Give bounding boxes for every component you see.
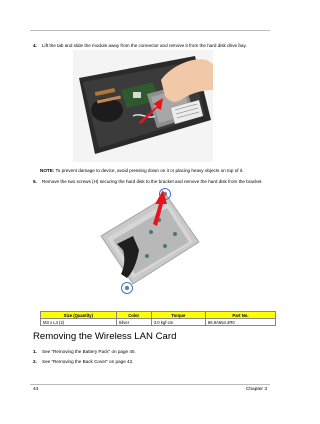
column-header-part-no: Part No. bbox=[205, 312, 275, 319]
step-text: See “Removing the Battery Pack” on page 40. bbox=[42, 349, 136, 354]
laptop-hdd-removal-photo bbox=[73, 50, 213, 162]
screw-torque-table bbox=[40, 311, 276, 326]
chapter-label: Chapter 3 bbox=[245, 387, 267, 392]
section-heading: Removing the Wireless LAN Card bbox=[33, 331, 177, 342]
note-text: To prevent damage to device, avoid pressing down on it or placing heavy objects on top of it. bbox=[54, 168, 244, 173]
table-row bbox=[41, 319, 276, 326]
step-text: Remove the two screws (H) securing the hard disk to the bracket and remove the hard disk from the bracket. bbox=[42, 179, 263, 184]
step-1 bbox=[33, 349, 273, 356]
step-number: 5. bbox=[33, 179, 37, 184]
column-header-torque: Torque bbox=[151, 312, 205, 319]
step-2 bbox=[33, 359, 273, 366]
cell-color: Silver bbox=[116, 319, 151, 326]
step-number: 2. bbox=[33, 359, 37, 364]
cell-size: M3 x L4 (2) bbox=[41, 319, 117, 326]
step-text: See “Removing the Back Cover” on page 42. bbox=[42, 359, 134, 364]
cell-torque: 3.0 kgf-cm bbox=[151, 319, 205, 326]
step-number: 1. bbox=[33, 349, 37, 354]
top-rule bbox=[30, 30, 270, 31]
column-header-size: Size (Quantity) bbox=[41, 312, 117, 319]
note-label: NOTE: bbox=[40, 168, 55, 173]
column-header-color: Color bbox=[116, 312, 151, 319]
table-header-row bbox=[41, 312, 276, 319]
cell-part-no: 86.9A554.4R0 bbox=[205, 319, 275, 326]
page-number: 44 bbox=[33, 387, 39, 392]
bottom-rule bbox=[30, 384, 270, 385]
step-text: Lift the tab and slide the module away from the connector and remove it from the hard disk drive bay. bbox=[42, 43, 247, 48]
hdd-bracket-screws-photo bbox=[93, 184, 203, 302]
note bbox=[40, 168, 280, 174]
step-number: 4. bbox=[33, 43, 37, 48]
